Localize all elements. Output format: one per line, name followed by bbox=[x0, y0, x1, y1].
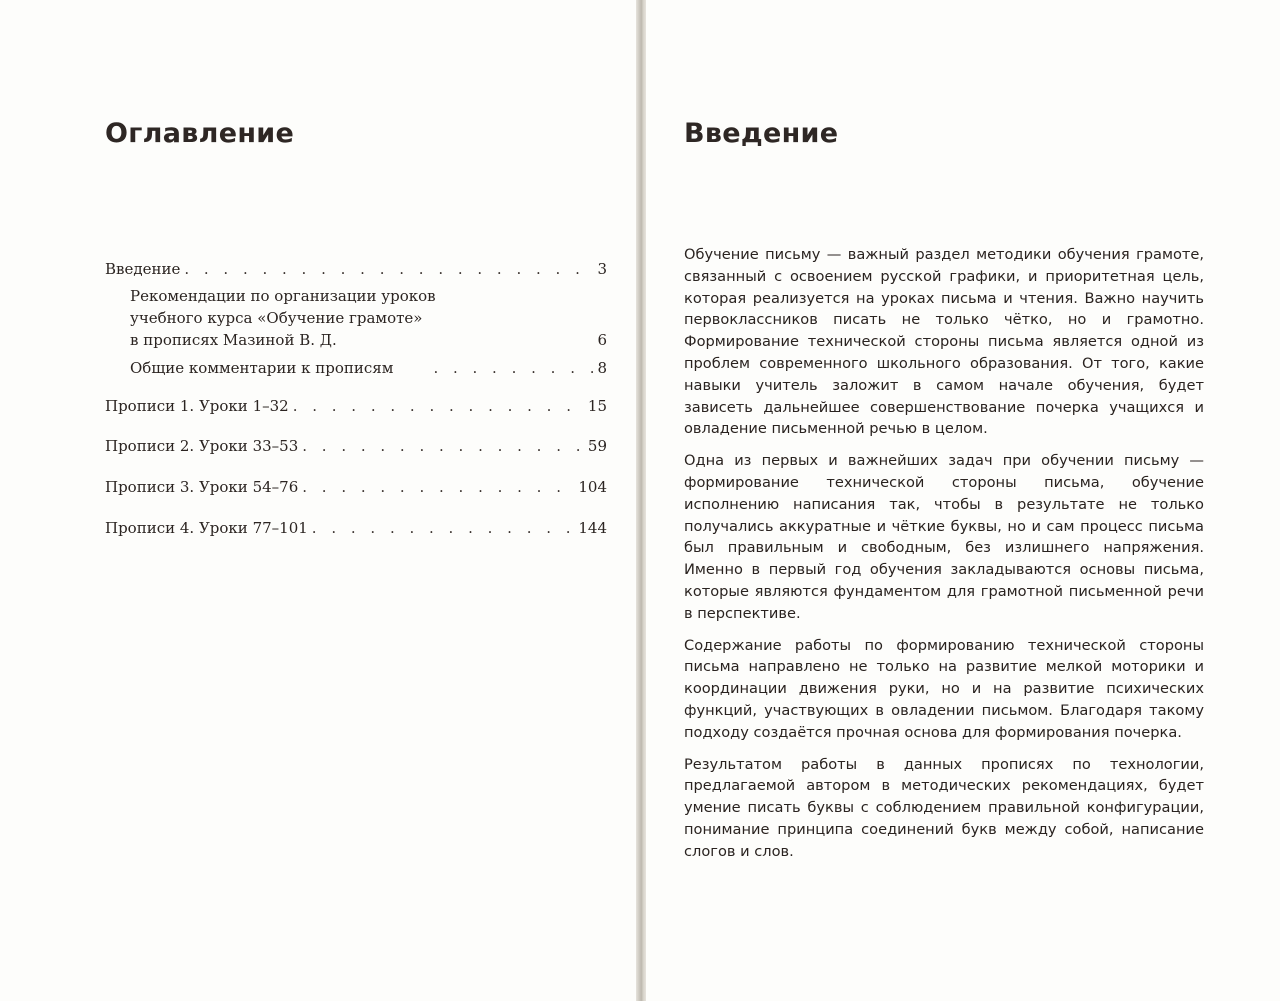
introduction-paragraph: Обучение письму — важный раздел методики обучения грамоте, связанный с освоением русской графики, и приоритетная цель, которая реализуется на уроках письма и чтения. Важно научить первоклассников писать не только чётко, но и грамотно. Формирование технической стороны письма является одной из проблем современного школьного образования. От того, какие навыки учитель заложит в самом начале обучения, будет зависеть дальнейшее совершенствование почерка учащихся и овладение письменной речью в целом. bbox=[684, 246, 1204, 438]
toc-leader-dots bbox=[184, 258, 593, 280]
introduction-paragraph: Содержание работы по формированию технической стороны письма направлено не только на развитие мелкой моторики и координации движения руки, но и на развитие психических функций, участвующих в овладении письмом. Благодаря такому подходу создаётся прочная основа для формирования почерка. bbox=[684, 636, 1204, 741]
introduction-title: Введение bbox=[684, 118, 839, 149]
toc-entry-page: 6 bbox=[597, 331, 607, 349]
introduction-paragraph: Одна из первых и важнейших задач при обучении письму — формирование технической стороны письма, обучение исполнению написания так, чтобы в результате не только получались аккуратные и чёткие буквы, но и сам процесс письма был правильным и свободным, без излишнего напряжения. Именно в первый год обучения закладываются основы письма, которые являются фундаментом для грамотной письменной речи в перспективе. bbox=[684, 452, 1204, 622]
toc-leader-dots bbox=[312, 517, 575, 539]
toc-entry-page: 59 bbox=[587, 437, 607, 455]
toc-entry-label: Общие комментарии к прописям bbox=[130, 359, 394, 377]
toc-entry-page: 144 bbox=[578, 519, 607, 537]
toc-entry-intro[interactable] bbox=[105, 258, 607, 280]
toc-entry-label: Прописи 4. Уроки 77–101 bbox=[105, 519, 308, 537]
toc-entry-label: Прописи 1. Уроки 1–32 bbox=[105, 397, 289, 415]
toc-entry-label-line-3: в прописях Мазиной В. Д. bbox=[130, 331, 337, 349]
toc-entry-label: Прописи 3. Уроки 54–76 bbox=[105, 478, 299, 496]
toc-entry-page: 3 bbox=[597, 260, 607, 278]
toc-entry-page: 8 bbox=[597, 359, 607, 377]
toc-entry-page: 104 bbox=[578, 478, 607, 496]
toc-leader-dots bbox=[302, 476, 574, 498]
toc-entry-recommendations[interactable] bbox=[130, 285, 607, 351]
toc-leader-dots bbox=[302, 435, 584, 457]
toc-entry-part-3[interactable] bbox=[105, 476, 607, 498]
toc-entry-last-line bbox=[130, 329, 607, 351]
toc-entry-label-line-1: Рекомендации по организации уроков bbox=[130, 287, 436, 305]
toc-entry-part-1[interactable] bbox=[105, 395, 607, 417]
introduction-body bbox=[684, 244, 1204, 873]
introduction-paragraph: Результатом работы в данных прописях по технологии, предлагаемой автором в методических рекомендациях, будет умение писать буквы с соблюдением правильной конфигурации, понимание принципа соединений букв между собой, написание слогов и слов. bbox=[684, 755, 1204, 860]
toc-entry-part-2[interactable] bbox=[105, 435, 607, 457]
toc-entry-page: 15 bbox=[587, 397, 607, 415]
toc-title: Оглавление bbox=[105, 118, 295, 149]
toc-entry-label: Прописи 2. Уроки 33–53 bbox=[105, 437, 299, 455]
toc-leader-dots bbox=[293, 395, 584, 417]
toc-entry-comments[interactable] bbox=[130, 357, 607, 379]
toc-leader-dots bbox=[433, 357, 593, 379]
introduction-page bbox=[646, 0, 1280, 1001]
toc-entry-part-4[interactable] bbox=[105, 517, 607, 539]
toc-entry-label-line-2: учебного курса «Обучение грамоте» bbox=[130, 309, 423, 327]
toc-entry-label: Введение bbox=[105, 260, 181, 278]
